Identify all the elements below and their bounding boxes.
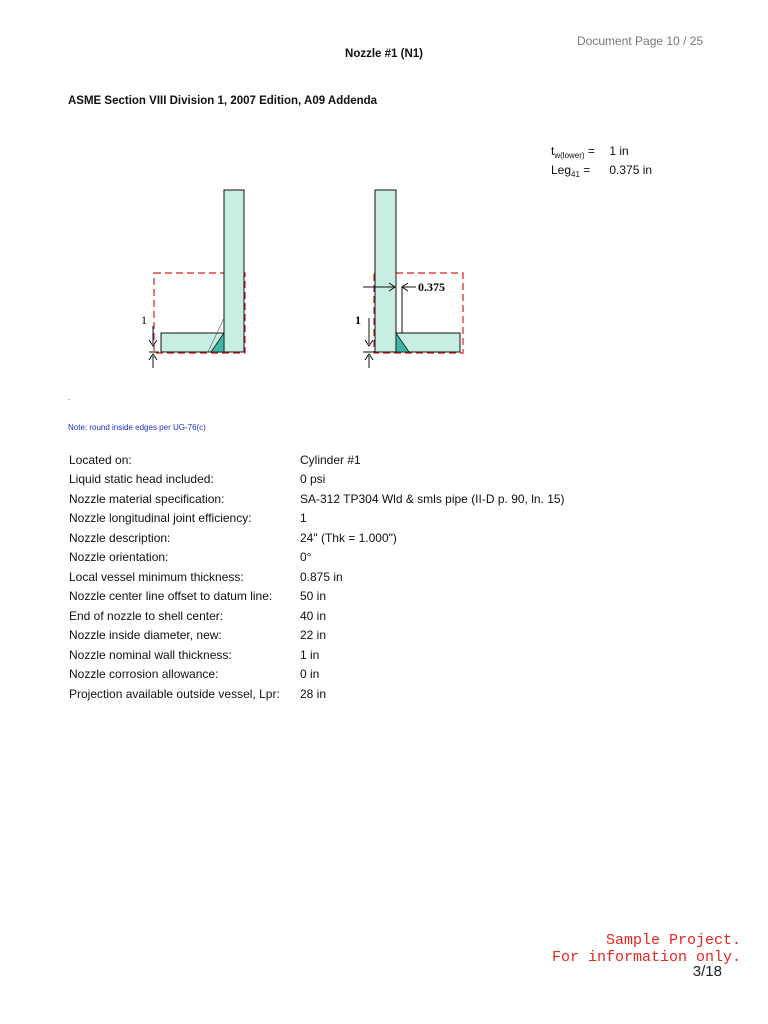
dim-label-right: 1 <box>355 313 361 327</box>
page-title: Nozzle #1 (N1) <box>345 48 423 60</box>
row-label: Nozzle nominal wall thickness: <box>69 647 232 662</box>
row-label: Nozzle corrosion allowance: <box>69 667 219 682</box>
page-number: 3/18 <box>692 963 722 980</box>
row-value: 1 <box>300 511 307 526</box>
sample-line-1: Sample Project. <box>605 932 741 949</box>
row-label: Projection available outside vessel, Lpr: <box>69 686 280 701</box>
table-row <box>69 606 565 626</box>
table-row <box>69 489 565 509</box>
sample-project-watermark <box>552 932 741 966</box>
code-edition-heading: ASME Section VIII Division 1, 2007 Edition, A09 Addenda <box>68 95 378 107</box>
nozzle-wall-right <box>375 190 396 352</box>
table-row <box>69 684 565 704</box>
param-leg41: Leg$_{41}$ = 0.375 in <box>551 163 653 179</box>
row-value: 1 in <box>300 647 320 662</box>
row-label: Nozzle center line offset to datum line: <box>69 589 273 604</box>
nozzle-weld-diagram <box>0 0 768 400</box>
table-row <box>69 665 565 685</box>
row-value: 28 in <box>300 686 327 701</box>
table-row <box>69 587 565 607</box>
table-row <box>69 450 565 470</box>
row-value: 22 in <box>300 628 327 643</box>
row-value: 50 in <box>300 589 327 604</box>
table-row <box>69 509 565 529</box>
nozzle-data-table <box>69 450 565 704</box>
row-value: 0 in <box>300 667 320 682</box>
row-label: Located on: <box>69 452 132 467</box>
row-label: Nozzle longitudinal joint efficiency: <box>69 511 252 526</box>
stray-dot: . <box>68 393 71 402</box>
param-leg-value: 0.375 in <box>609 163 653 177</box>
row-value: 40 in <box>300 608 327 623</box>
note-round-edges: Note: round inside edges per UG-76(c) <box>68 423 206 432</box>
table-row <box>69 470 565 490</box>
row-value: 0° <box>300 550 312 565</box>
sample-line-2: For information only. <box>551 949 741 966</box>
document-page-number: Document Page 10 / 25 <box>577 34 704 48</box>
row-label: End of nozzle to shell center: <box>69 608 224 623</box>
row-value: SA-312 TP304 Wld & smls pipe (II-D p. 90, ln. 15) <box>300 491 565 506</box>
row-label: Nozzle material specification: <box>69 491 225 506</box>
row-label: Local vessel minimum thickness: <box>69 569 244 584</box>
table-row <box>69 626 565 646</box>
row-value: Cylinder #1 <box>300 452 361 467</box>
table-row <box>69 645 565 665</box>
dim-label-left: 1 <box>141 313 147 327</box>
table-row <box>69 528 565 548</box>
row-label: Nozzle description: <box>69 530 171 545</box>
row-value: 24" (Thk = 1.000") <box>300 530 397 545</box>
row-label: Nozzle orientation: <box>69 550 169 565</box>
table-row <box>69 567 565 587</box>
row-value: 0.875 in <box>300 569 343 584</box>
row-value: 0 psi <box>300 472 326 487</box>
row-label: Nozzle inside diameter, new: <box>69 628 222 643</box>
param-tw-lower: $t_{w(lower)} = 1$ in <box>551 144 629 160</box>
weld-dim-label: 0.375 <box>418 280 445 294</box>
nozzle-wall-left <box>224 190 244 352</box>
table-row <box>69 548 565 568</box>
param-tw-value: 1 in <box>609 144 629 158</box>
row-label: Liquid static head included: <box>69 472 214 487</box>
